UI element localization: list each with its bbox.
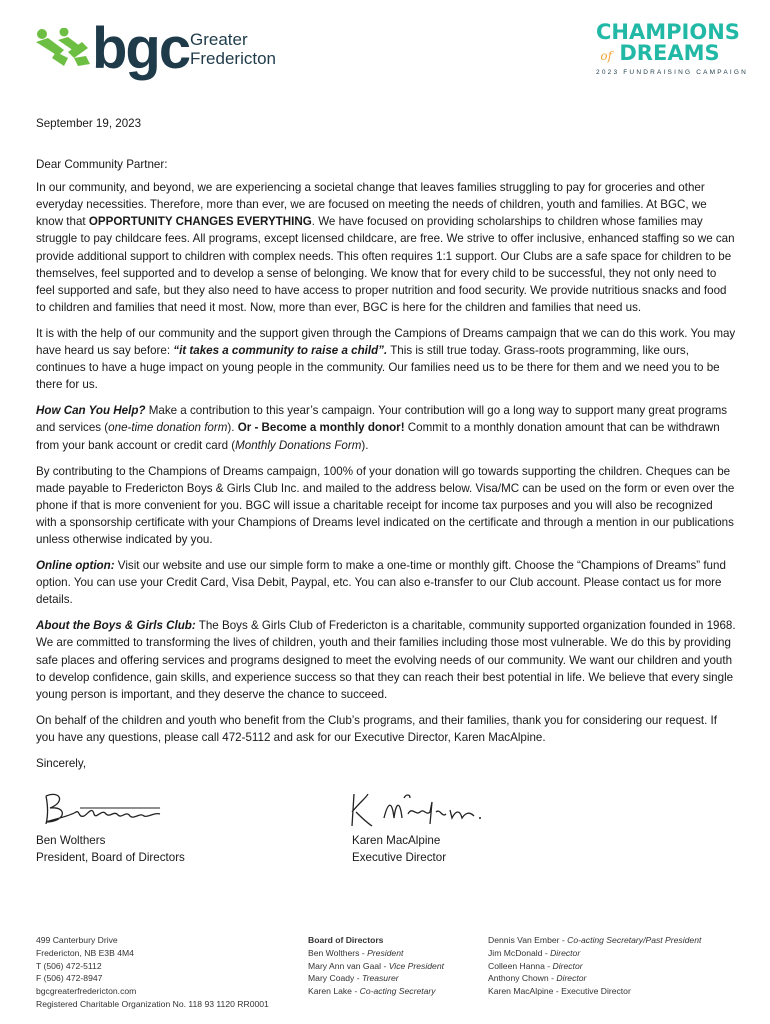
- footer: [36, 934, 736, 1014]
- charity-number: Registered Charitable Organization No. 118 93 1120 RR0001: [36, 998, 269, 1009]
- paragraph-2: [36, 325, 736, 393]
- board-member: Ben Wolthers - President: [308, 947, 404, 958]
- bgc-people-icon: [34, 28, 92, 68]
- p2-text-b: This is still true today. Grass-roots programming, like ours, continues to have a huge impact on young people in the community. Our families need us to be there for them and we need you to be there for us.: [36, 344, 720, 392]
- paragraph-3: [36, 402, 736, 453]
- board-member: Anthony Chown - Director: [488, 973, 587, 984]
- member-name: Karen MacAlpine: [488, 986, 554, 997]
- signature-area: [36, 788, 736, 868]
- p1-text-b: . We have focused on providing scholarships to children whose families may struggle to pay childcare fees. All programs, except licensed childcare, are free. We strive to offer inclusive, enhanced staffing so we can provide additional support to children with complex needs. This often requires 1:1 support. Our Clubs are a safe space for children to be themselves, feel supported and to develop a sense of belonging. We know that for every child to be successful, they not only need to feel supported and safe, but they also need to have access to proper nutrition and food security. We provide nutritious snacks and food to children and families that need it most. Now, more than ever, BGC is here for the children and families that need us.: [36, 215, 735, 314]
- p3-text-b: ).: [227, 421, 238, 435]
- champions-of-dreams-logo: [596, 20, 749, 82]
- p3-lead: How Can You Help?: [36, 404, 146, 418]
- signatory-2-title: Executive Director: [352, 851, 447, 864]
- signatory-1-title: President, Board of Directors: [36, 851, 185, 864]
- board-member: Jim McDonald - Director: [488, 947, 581, 958]
- p3-text-a: Make a contribution to this year’s campaign. Your contribution will go a long way to support many great programs and services (: [36, 404, 728, 435]
- logo-dreams: DREAMS: [619, 41, 720, 65]
- member-role: Director: [552, 960, 583, 971]
- member-name: Dennis Van Ember: [488, 935, 560, 945]
- member-name: Jim McDonald: [488, 947, 543, 958]
- paragraph-4: By contributing to the Champions of Dreams campaign, 100% of your donation will go towards supporting the children. Cheques can be made payable to Fredericton Boys & Girls Club Inc. and mailed to the address below. Visa/MC can be used on the form or even over the phone if that is more convenient for you. BGC will issue a charitable receipt for income tax purposes and you will also be recognized with a sponsorship certificate with your Champions of Dreams level indicated on the certificate and through a mention in our publications unless otherwise indicated by you.: [36, 464, 735, 546]
- board-heading: Board of Directors: [308, 935, 384, 945]
- signatory-2: [352, 832, 446, 866]
- member-name: Mary Coady: [308, 973, 355, 984]
- logo-subline: 2023 FUNDRAISING CAMPAIGN: [596, 69, 749, 76]
- member-role: Executive Director: [561, 986, 631, 997]
- signature-karen-macalpine: [348, 788, 488, 830]
- fax: F (506) 472-8947: [36, 973, 103, 984]
- paragraph-1: [36, 179, 736, 316]
- member-role: Director: [556, 973, 587, 984]
- footer-address: [36, 934, 269, 1011]
- logo-of: of: [600, 49, 613, 63]
- p3-text-d: ).: [361, 438, 369, 452]
- p3-text-c: Commit to a monthly donation amount that can be withdrawn from your bank account or credit card (: [36, 421, 720, 452]
- footer-board-col-1: [308, 934, 444, 998]
- address-line: Fredericton, NB E3B 4M4: [36, 947, 134, 958]
- board-member: Mary Ann van Gaal - Vice President: [308, 960, 444, 971]
- member-role: Director: [550, 947, 581, 958]
- signatory-1: [36, 832, 185, 866]
- bgc-logo: [34, 16, 294, 82]
- p1-bold: OPPORTUNITY CHANGES EVERYTHING: [88, 215, 312, 229]
- member-name: Mary Ann van Gaal: [308, 960, 382, 971]
- footer-board-col-2: [488, 934, 701, 998]
- signatory-2-name: Karen MacAlpine: [352, 834, 441, 847]
- website-link[interactable]: bgcgreaterfredericton.com: [36, 986, 137, 997]
- member-role: President: [367, 947, 404, 958]
- p2-quote: “it takes a community to raise a child”.: [173, 344, 388, 358]
- p6-text-a: The Boys & Girls Club of Fredericton is a charitable, community supported organization founded in 1968. We are committed to transforming the lives of children, youth and their families including those most vulnerable. We do this by providing safe places and offering services and programs designed to meet the evolving needs of our community. We want our children and youth to develop confidence, gain skills, and experience success so that they can reach their best potential in life. We believe that every single young person is important, and they deserve the chance to succeed.: [36, 619, 736, 701]
- p6-lead: About the Boys & Girls Club:: [36, 619, 196, 633]
- paragraph-6: [36, 617, 736, 702]
- p5-lead: Online option:: [36, 559, 115, 573]
- city-name: [190, 30, 276, 68]
- address-line: 499 Canterbury Drive: [36, 935, 118, 945]
- p3-bold: Or - Become a monthly donor!: [237, 421, 405, 435]
- monthly-donations-form-link[interactable]: Monthly Donations Form: [235, 438, 362, 452]
- paragraph-7: On behalf of the children and youth who benefit from the Club’s programs, and their families, thank you for considering our request. If you have any questions, please call 472-5112 and ask for our Executive Director, Karen MacAlpine.: [36, 713, 717, 744]
- p5-text-a: Visit our website and use our simple form to make a one-time or monthly gift. Choose the “Champions of Dreams” fund option. You can use your Credit Card, Visa Debit, Paypal, etc. You can also e-transfer to our Club account. Please contact us for more details.: [36, 559, 726, 607]
- board-member: Mary Coady - Treasurer: [308, 973, 399, 984]
- salutation: Dear Community Partner:: [36, 158, 168, 172]
- city-line-1: Greater: [190, 30, 248, 49]
- board-member: Colleen Hanna - Director: [488, 960, 583, 971]
- logo-line-dreams: [596, 43, 724, 67]
- p2-text-a: It is with the help of our community and the support given through the Campions of Dreams campaign that we can do this work. You may have heard us say before:: [36, 326, 736, 358]
- member-role: Co-acting Secretary/Past President: [567, 935, 702, 945]
- paragraph-5: [36, 557, 736, 608]
- board-member: Dennis Van Ember - Co-acting Secretary/Past President: [488, 935, 702, 945]
- bgc-wordmark: bgc: [92, 16, 190, 81]
- member-name: Colleen Hanna: [488, 960, 545, 971]
- member-role: Co-acting Secretary: [359, 986, 436, 997]
- phone: T (506) 472-5112: [36, 960, 102, 971]
- closing: Sincerely,: [36, 757, 87, 770]
- one-time-donation-form-link[interactable]: one-time donation form: [108, 421, 228, 435]
- signature-ben-wolthers: [40, 788, 166, 830]
- city-line-2: Fredericton: [190, 49, 276, 68]
- board-member: Karen MacAlpine - Executive Director: [488, 986, 631, 997]
- member-role: Vice President: [388, 960, 444, 971]
- member-role: Treasurer: [361, 973, 399, 984]
- signatory-1-name: Ben Wolthers: [36, 834, 106, 847]
- logo-line-champions: CHAMPIONS: [596, 20, 740, 44]
- p1-text-a: In our community, and beyond, we are experiencing a societal change that leaves families struggling to pay for groceries and other everyday necessities. Therefore, more than ever, we are focused on meeting the needs of children, youth and families. At BGC, we know that: [36, 181, 707, 229]
- member-name: Karen Lake: [308, 986, 352, 997]
- letter-date: September 19, 2023: [36, 117, 142, 130]
- member-name: Ben Wolthers: [308, 947, 360, 958]
- member-name: Anthony Chown: [488, 973, 549, 984]
- board-member: Karen Lake - Co-acting Secretary: [308, 986, 436, 997]
- letter-body: [36, 115, 736, 781]
